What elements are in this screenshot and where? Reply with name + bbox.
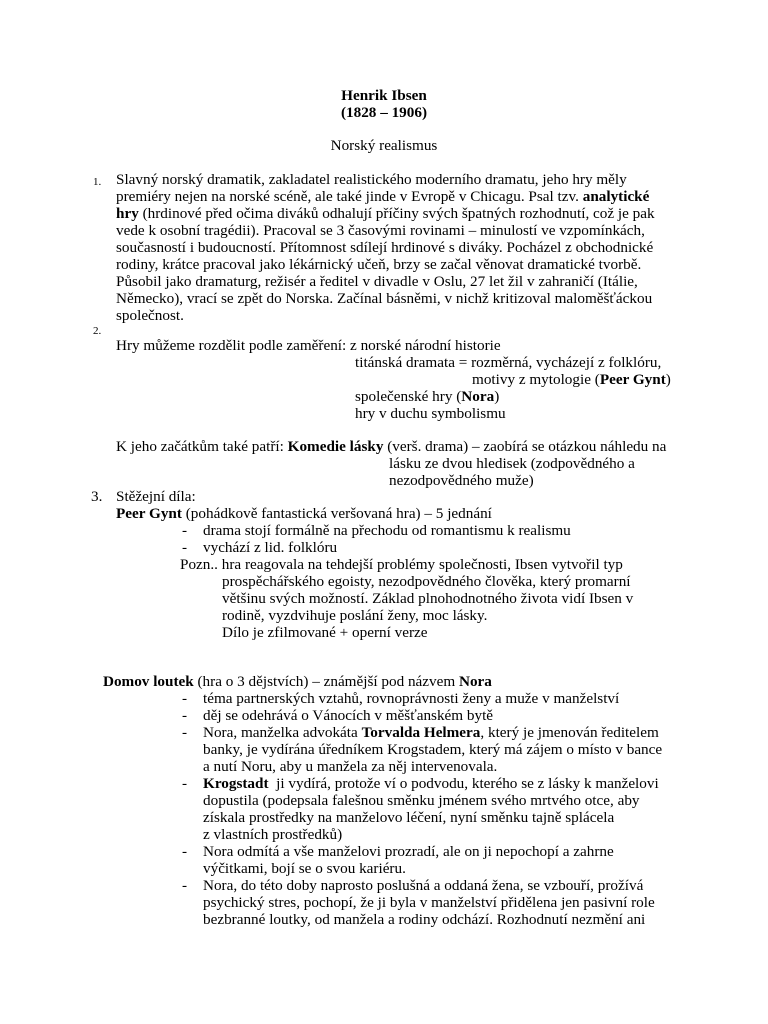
bullet-dash: -: [182, 843, 188, 860]
bullet-text: získala prostředky na manželovo léčení, nyní směnku tajně splácela: [203, 809, 615, 826]
note-line: rodině, vyzdvihuje poslání ženy, moc lásky.: [222, 607, 488, 624]
document-years: (1828 – 1906): [340, 104, 428, 121]
section-1-line: Německo), vrací se zpět do Norska. Začínal básněmi, v nichž kritizoval maloměšťáckou: [116, 290, 653, 307]
bullet-text: a nutí Noru, aby u manžela za něj intervenovala.: [203, 758, 498, 775]
genre-titanska: titánská dramata = rozměrná, vycházejí z folklóru,: [355, 354, 662, 371]
section-3-number: 3.: [91, 488, 103, 505]
section-1-line: premiéry nejen na norské scéně, ale také jinde v Evropě v Chicagu. Psal tzv. analytické: [116, 188, 650, 205]
bullet-text: téma partnerských vztahů, rovnoprávnosti ženy a muže v manželství: [203, 690, 620, 707]
komedie-lasky-line: nezodpovědného muže): [389, 472, 534, 489]
bullet-text: vychází z lid. folklóru: [203, 539, 338, 556]
section-1-number: 1.: [93, 176, 102, 188]
bullet-dash: -: [182, 690, 188, 707]
section-1-line: současností i budoucností. Přítomnost sdílejí hrdinové s diváky. Pocházel z obchodnické: [116, 239, 654, 256]
section-1-line: hry (hrdinové před očima diváků odhalují příčiny svých špatných rozhodnutí, což je pak: [116, 205, 655, 222]
domov-loutek-heading: Domov loutek (hra o 3 dějstvích) – známější pod názvem Nora: [103, 673, 492, 690]
komedie-lasky-line: K jeho začátkům také patří: Komedie lásky (verš. drama) – zaobírá se otázkou náhledu na: [116, 438, 667, 455]
bullet-dash: -: [182, 522, 188, 539]
section-2-intro: Hry můžeme rozdělit podle zaměření: z norské národní historie: [116, 337, 501, 354]
bullet-dash: -: [182, 539, 188, 556]
note-line: prospěchářského egoisty, nezodpovědného člověka, který promarní: [222, 573, 631, 590]
komedie-lasky-line: lásku ze dvou hledisek (zodpovědného a: [389, 455, 635, 472]
bullet-text: drama stojí formálně na přechodu od romantismu k realismu: [203, 522, 571, 539]
note-line: Pozn.. hra reagovala na tehdejší problémy společnosti, Ibsen vytvořil typ: [180, 556, 623, 573]
bullet-text: výčitkami, bojí se o svou kariéru.: [203, 860, 406, 877]
genre-symbolismus: hry v duchu symbolismu: [355, 405, 506, 422]
bullet-text: děj se odehrává o Vánocích v měšťanském bytě: [203, 707, 494, 724]
document-title: Henrik Ibsen: [341, 87, 427, 104]
bullet-text: Nora, do této doby naprosto poslušná a oddaná žena, se vzbouří, prožívá: [203, 877, 644, 894]
bullet-text: z vlastních prostředků): [203, 826, 343, 843]
bullet-dash: -: [182, 877, 188, 894]
bullet-text: Nora, manželka advokáta Torvalda Helmera, který je jmenován ředitelem: [203, 724, 659, 741]
section-3-heading: Stěžejní díla:: [116, 488, 196, 505]
bullet-text: Krogstadt ji vydírá, protože ví o podvodu, kterého se z lásky k manželovi: [203, 775, 659, 792]
note-line: Dílo je zfilmované + operní verze: [222, 624, 428, 641]
section-1-line: vede k osobní tragédii). Pracoval se 3 časovými rovinami – minulostí ve vzpomínkách,: [116, 222, 645, 239]
genre-motivy: motivy z mytologie (Peer Gynt): [472, 371, 671, 388]
note-line: většinu svých možností. Základ plnohodnotného života vidí Ibsen v: [222, 590, 634, 607]
peer-gynt-heading: Peer Gynt (pohádkově fantastická veršovaná hra) – 5 jednání: [116, 505, 492, 522]
section-1-line: Slavný norský dramatik, zakladatel realistického moderního dramatu, jeho hry měly: [116, 171, 627, 188]
bullet-text: bezbranné loutky, od manžela a rodiny odchází. Rozhodnutí nezmění ani: [203, 911, 646, 928]
section-1-line: rodiny, krátce pracoval jako lékárnický učeň, brzy se začal věnovat dramatické tvorbě.: [116, 256, 642, 273]
section-2-number: 2.: [93, 325, 102, 337]
document-subtitle: Norský realismus: [330, 137, 438, 154]
bullet-dash: -: [182, 707, 188, 724]
bullet-text: banky, je vydírána úředníkem Krogstadem, který má zájem o místo v bance: [203, 741, 663, 758]
section-1-line: Působil jako dramaturg, režisér a ředitel v divadle v Oslu, 27 let žil v zahraničí (Itálie,: [116, 273, 638, 290]
section-1-line: společnost.: [116, 307, 184, 324]
genre-spolecenske: společenské hry (Nora): [355, 388, 500, 405]
bullet-text: dopustila (podepsala falešnou směnku jménem svého mrtvého otce, aby: [203, 792, 640, 809]
bullet-text: Nora odmítá a vše manželovi prozradí, ale on ji nepochopí a zahrne: [203, 843, 614, 860]
bullet-text: psychický stres, pochopí, že ji byla v manželství přidělena jen pasivní role: [203, 894, 655, 911]
bullet-dash: -: [182, 724, 188, 741]
bullet-dash: -: [182, 775, 188, 792]
